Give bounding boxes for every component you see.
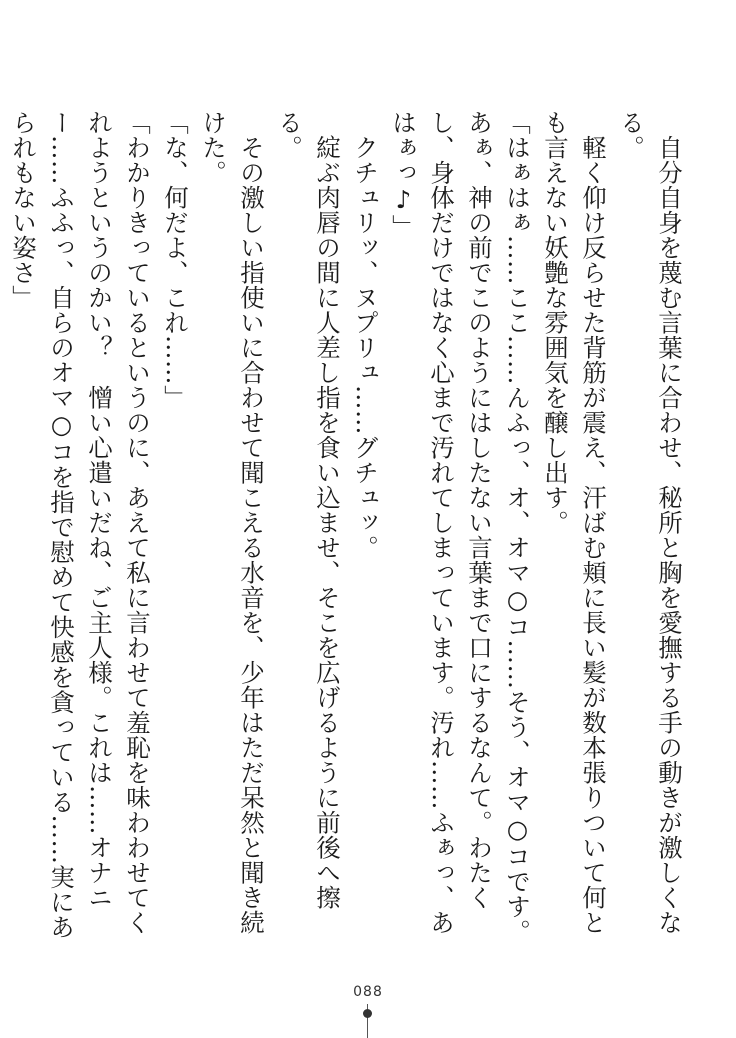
page-marker-dot-icon [363, 1009, 372, 1018]
paragraph: 「はぁはぁ……ここ……んふっ、オ、オマ○コ……そう、オマ○コです。あぁ、神の前でこのようにはしたない言葉まで口にするなんて。わたくし、身体だけではなく心まで汚れてしまっています。汚れ……ふぁっ、あはぁっ♪」 [389, 110, 532, 944]
paragraph: その激しい指使いに合わせて聞こえる水音を、少年はただ呆然と聞き続けた。 [199, 110, 266, 935]
paragraph: 「わかりきっているというのに、あえて私に言わせて羞恥を味わわせてくれようというのかい？ 憎い心遣いだね、ご主人様。これは……オナニー……ふふっ、自らのオマ○コを指で慰めて快感を貪っている……実にあられもない姿さ」 [9, 110, 152, 940]
page-number: 088 [353, 984, 383, 1000]
vertical-text-body [9, 110, 688, 950]
paragraph: 自分自身を蔑む言葉に合わせ、秘所と胸を愛撫する手の動きが激しくなる。 [617, 110, 684, 935]
paragraph: 軽く仰け反らせた背筋が震え、汗ばむ頬に長い髪が数本張りついて何とも言えない妖艶な雰囲気を醸し出す。 [541, 110, 608, 935]
paragraph: 「な、何だよ、これ……」 [161, 110, 190, 410]
paragraph: 綻ぶ肉唇の間に人差し指を食い込ませ、そこを広げるように前後へ擦る。 [275, 110, 342, 910]
paragraph [0, 110, 4, 950]
paragraph: クチュリッ、ヌプリュ……グチュッ。 [351, 110, 380, 560]
